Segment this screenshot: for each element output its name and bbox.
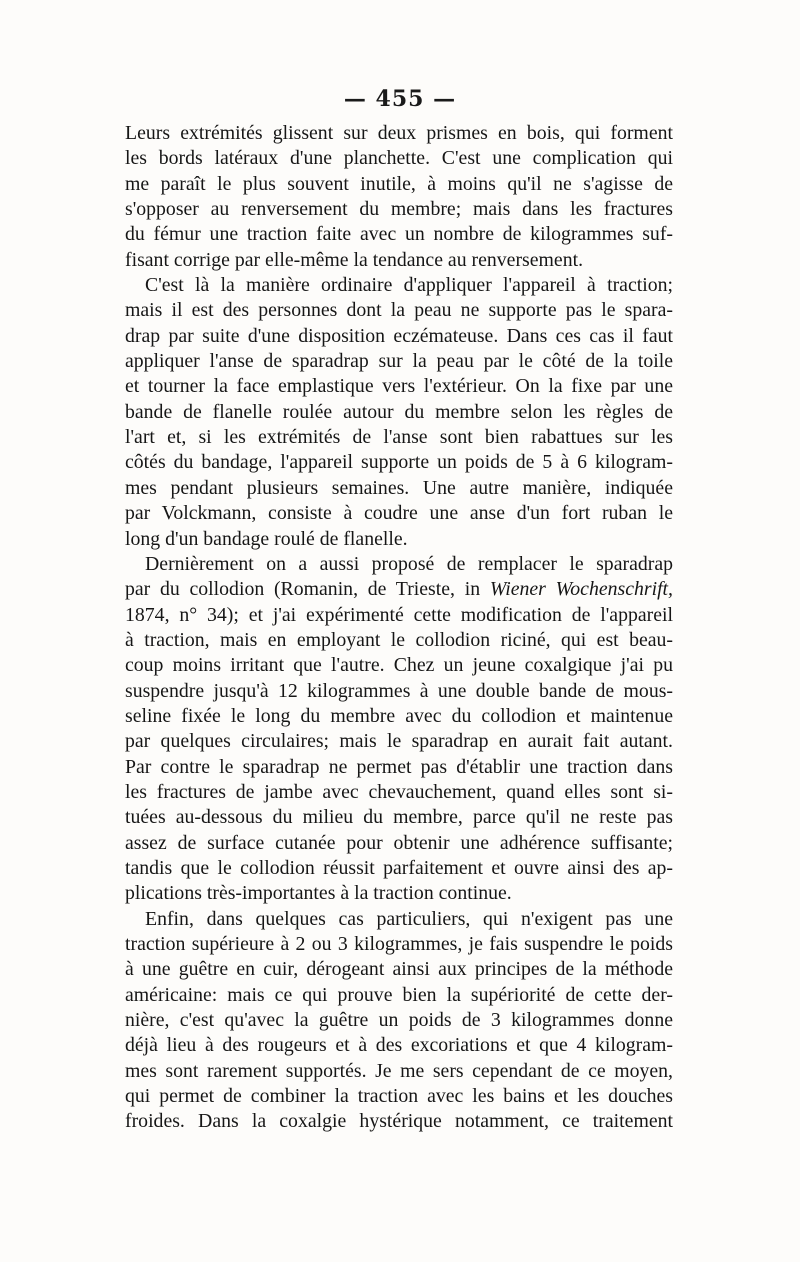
paragraph-2 bbox=[125, 273, 673, 552]
text-line: nière, c'est qu'avec la guêtre un poids de 3 kilogrammes donne bbox=[125, 1009, 673, 1032]
text-line: suspendre jusqu'à 12 kilogrammes à une double bande de mous- bbox=[125, 679, 673, 702]
text-line: à traction, mais en employant le collodion riciné, qui est beau- bbox=[125, 628, 673, 651]
journal-title: Wiener Wochenschrift, bbox=[489, 578, 674, 601]
text-line: seline fixée le long du membre avec du collodion et maintenue bbox=[125, 704, 673, 727]
text-segment: par du collodion (Romanin, de Trieste, in bbox=[125, 578, 490, 601]
paragraph-3 bbox=[125, 552, 673, 907]
paragraph-1 bbox=[125, 121, 673, 273]
text-line: assez de surface cutanée pour obtenir une adhérence suffisante; bbox=[125, 831, 673, 854]
text-line: bande de flanelle roulée autour du membre selon les règles de bbox=[125, 400, 673, 423]
text-line: mes pendant plusieurs semaines. Une autre manière, indiquée bbox=[125, 476, 673, 499]
text-line: Leurs extrémités glissent sur deux prismes en bois, qui forment bbox=[125, 122, 673, 144]
text-line: Enfin, dans quelques cas particuliers, qui n'exigent pas une bbox=[145, 907, 673, 930]
text-line: appliquer l'anse de sparadrap sur la peau par le côté de la toile bbox=[125, 350, 673, 373]
text-line: C'est là la manière ordinaire d'appliquer l'appareil à traction; bbox=[145, 274, 673, 297]
text-line: tandis que le collodion réussit parfaitement et ouvre ainsi des ap- bbox=[125, 856, 673, 879]
text-line: du fémur une traction faite avec un nombre de kilogrammes suf- bbox=[125, 223, 673, 246]
text-line: Dernièrement on a aussi proposé de remplacer le sparadrap bbox=[145, 552, 673, 575]
text-line: tuées au-dessous du milieu du membre, parce qu'il ne reste pas bbox=[125, 806, 673, 829]
text-line: plications très-importantes à la traction continue. bbox=[125, 882, 512, 905]
text-line: me paraît le plus souvent inutile, à moins qu'il ne s'agisse de bbox=[125, 172, 673, 195]
text-line: long d'un bandage roulé de flanelle. bbox=[125, 527, 408, 550]
text-line: et tourner la face emplastique vers l'extérieur. On la fixe par une bbox=[125, 375, 673, 398]
text-line: déjà lieu à des rougeurs et à des excoriations et que 4 kilogram- bbox=[125, 1034, 673, 1057]
text-line: par Volckmann, consiste à coudre une anse d'un fort ruban le bbox=[125, 502, 673, 525]
text-line: froides. Dans la coxalgie hystérique notamment, ce traitement bbox=[125, 1110, 673, 1133]
text-line: s'opposer au renversement du membre; mais dans les fractures bbox=[125, 198, 673, 221]
text-line: américaine: mais ce qui prouve bien la supériorité de cette der- bbox=[125, 983, 673, 1006]
text-line: 1874, n° 34); et j'ai expérimenté cette modification de l'appareil bbox=[125, 603, 673, 626]
text-line: drap par suite d'une disposition eczémateuse. Dans ces cas il faut bbox=[125, 324, 673, 347]
text-line: les bords latéraux d'une planchette. C'est une complication qui bbox=[125, 147, 673, 170]
text-line: fisant corrige par elle-même la tendance au renversement. bbox=[125, 248, 584, 271]
page-number: — 455 — bbox=[343, 86, 457, 112]
text-line: qui permet de combiner la traction avec les bains et les douches bbox=[125, 1085, 673, 1108]
text-line bbox=[125, 577, 673, 602]
text-line: les fractures de jambe avec chevauchement, quand elles sont si- bbox=[125, 780, 673, 803]
text-line: Par contre le sparadrap ne permet pas d'établir une traction dans bbox=[125, 755, 673, 778]
text-line: traction supérieure à 2 ou 3 kilogrammes, je fais suspendre le poids bbox=[125, 933, 673, 955]
body-text bbox=[125, 121, 673, 1135]
text-line: mes sont rarement supportés. Je me sers cependant de ce moyen, bbox=[125, 1059, 673, 1082]
text-line: à une guêtre en cuir, dérogeant ainsi aux principes de la méthode bbox=[125, 958, 673, 981]
text-line: côtés du bandage, l'appareil supporte un poids de 5 à 6 kilogram- bbox=[125, 451, 673, 474]
text-line: l'art et, si les extrémités de l'anse sont bien rabattues sur les bbox=[125, 426, 673, 449]
text-line: coup moins irritant que l'autre. Chez un jeune coxalgique j'ai pu bbox=[125, 654, 673, 677]
paragraph-4 bbox=[125, 907, 673, 1135]
text-line: par quelques circulaires; mais le sparadrap en aurait fait autant. bbox=[125, 730, 673, 753]
text-line: mais il est des personnes dont la peau ne supporte pas le spara- bbox=[125, 299, 673, 322]
